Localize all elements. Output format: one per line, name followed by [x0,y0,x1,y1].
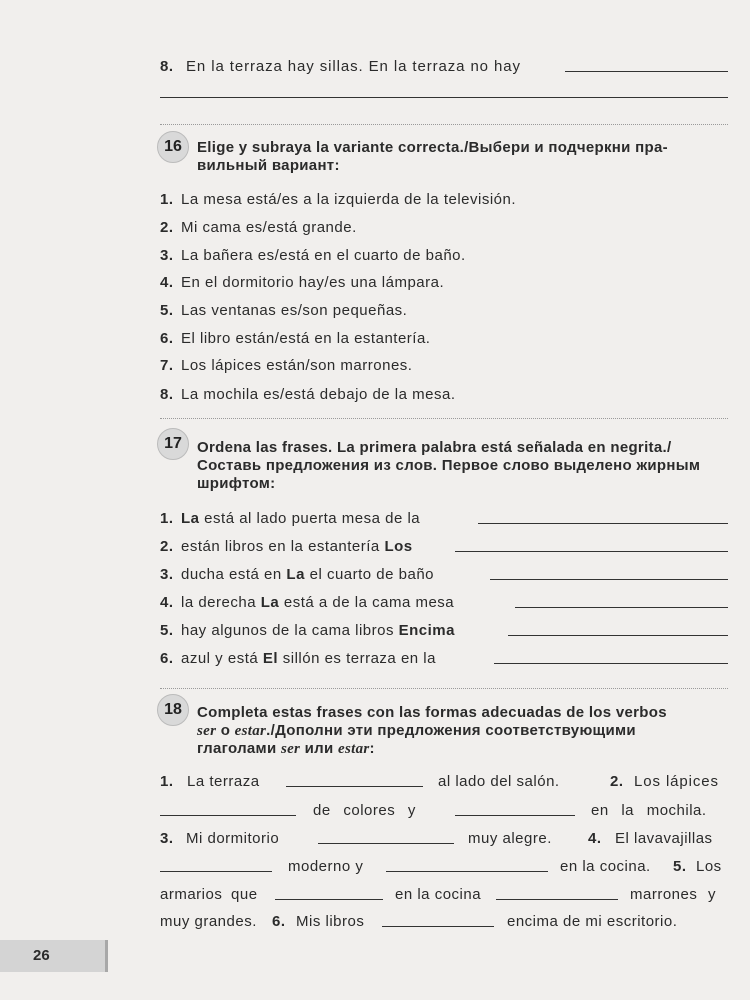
list-item[interactable]: Mi cama es/está grande. [181,219,357,236]
list-item: ducha está en La el cuarto de baño [181,566,435,583]
text-fragment: al lado del salón. [438,773,560,790]
text-fragment: encima de mi escritorio. [507,913,678,930]
item-number: 5. [673,858,687,875]
item-number: 5. [160,622,174,639]
item-number: 2. [610,773,624,790]
list-item[interactable]: Los lápices están/son marrones. [181,357,413,374]
text-fragment: muy alegre. [468,830,552,847]
text-fragment: Los [696,858,722,875]
item-number: 4. [588,830,602,847]
answer-line[interactable] [160,871,272,872]
exercise-17-heading-line3: шрифтом: [197,475,276,492]
answer-line[interactable] [455,815,575,816]
answer-line[interactable] [478,523,728,524]
text-fragment: Mi dormitorio [186,830,280,847]
item-number: 4. [160,594,174,611]
answer-line[interactable] [508,635,728,636]
item-number: 7. [160,357,174,374]
list-item[interactable]: Las ventanas es/son pequeñas. [181,302,408,319]
page-number-tab [0,940,108,972]
item-number: 8. [160,386,174,403]
exercise-17-heading-line1: Ordena las frases. La primera palabra está señalada en negrita./ [197,439,672,456]
answer-line[interactable] [275,899,383,900]
list-item[interactable]: La bañera es/está en el cuarto de baño. [181,247,466,264]
exercise-18-heading-line1: Completa estas frases con las formas adecuadas de los verbos [197,704,667,721]
text-fragment: Mis libros [296,913,365,930]
list-item[interactable]: La mochila es/está debajo de la mesa. [181,386,456,403]
exercise-17-heading-line2: Составь предложения из слов. Первое слово выделено жирным [197,457,701,474]
item-number: 3. [160,566,174,583]
text-fragment: en la mochila. [591,802,707,819]
exercise-16-heading-line2: вильный вариант: [197,157,340,174]
exercise-16-heading-line1: Elige y subraya la variante correcta./Выбери и подчеркни пра- [197,139,668,156]
exercise-number-badge: 16 [157,131,189,163]
text-fragment: marrones y [630,886,717,903]
text-fragment: en la cocina [395,886,482,903]
item-number: 6. [272,913,286,930]
item-number: 4. [160,274,174,291]
answer-line[interactable] [160,97,728,98]
answer-line[interactable] [386,871,548,872]
list-item: la derecha La está a de la cama mesa [181,594,455,611]
text-fragment: muy grandes. [160,913,257,930]
answer-line[interactable] [455,551,728,552]
item-number: 6. [160,330,174,347]
section-divider [160,124,728,125]
item-number: 8. [160,58,174,75]
answer-line[interactable] [160,815,296,816]
item-text: En la terraza hay sillas. En la terraza no hay [186,58,521,75]
item-number: 1. [160,191,174,208]
answer-line[interactable] [565,71,728,72]
item-number: 2. [160,538,174,555]
text-fragment: La terraza [187,773,260,790]
section-divider [160,688,728,689]
exercise-number-badge: 17 [157,428,189,460]
item-number: 3. [160,247,174,264]
answer-line[interactable] [490,579,728,580]
list-item: azul y está El sillón es terraza en la [181,650,436,667]
answer-line[interactable] [318,843,454,844]
item-number: 2. [160,219,174,236]
section-divider [160,418,728,419]
text-fragment: de colores y [313,802,416,819]
item-number: 1. [160,510,174,527]
exercise-18-heading-line3: глаголами ser или estar: [197,740,375,757]
exercise-18-heading-line2: ser o estar./Дополни эти предложения соответствующими [197,722,636,739]
list-item: La está al lado puerta mesa de la [181,510,421,527]
answer-line[interactable] [382,926,494,927]
item-number: 5. [160,302,174,319]
list-item: están libros en la estantería Los [181,538,413,555]
item-number: 6. [160,650,174,667]
answer-line[interactable] [515,607,728,608]
answer-line[interactable] [286,786,423,787]
list-item[interactable]: En el dormitorio hay/es una lámpara. [181,274,445,291]
list-item: hay algunos de la cama libros Encima [181,622,455,639]
page-number: 26 [33,947,50,964]
text-fragment: en la cocina. [560,858,651,875]
answer-line[interactable] [496,899,618,900]
exercise-number-badge: 18 [157,694,189,726]
text-fragment: armarios que [160,886,258,903]
answer-line[interactable] [494,663,728,664]
text-fragment: El lavavajillas [615,830,713,847]
item-number: 1. [160,773,174,790]
list-item[interactable]: El libro están/está en la estantería. [181,330,431,347]
text-fragment: moderno y [288,858,364,875]
list-item[interactable]: La mesa está/es a la izquierda de la televisión. [181,191,517,208]
item-number: 3. [160,830,174,847]
text-fragment: Los lápices [634,773,719,790]
